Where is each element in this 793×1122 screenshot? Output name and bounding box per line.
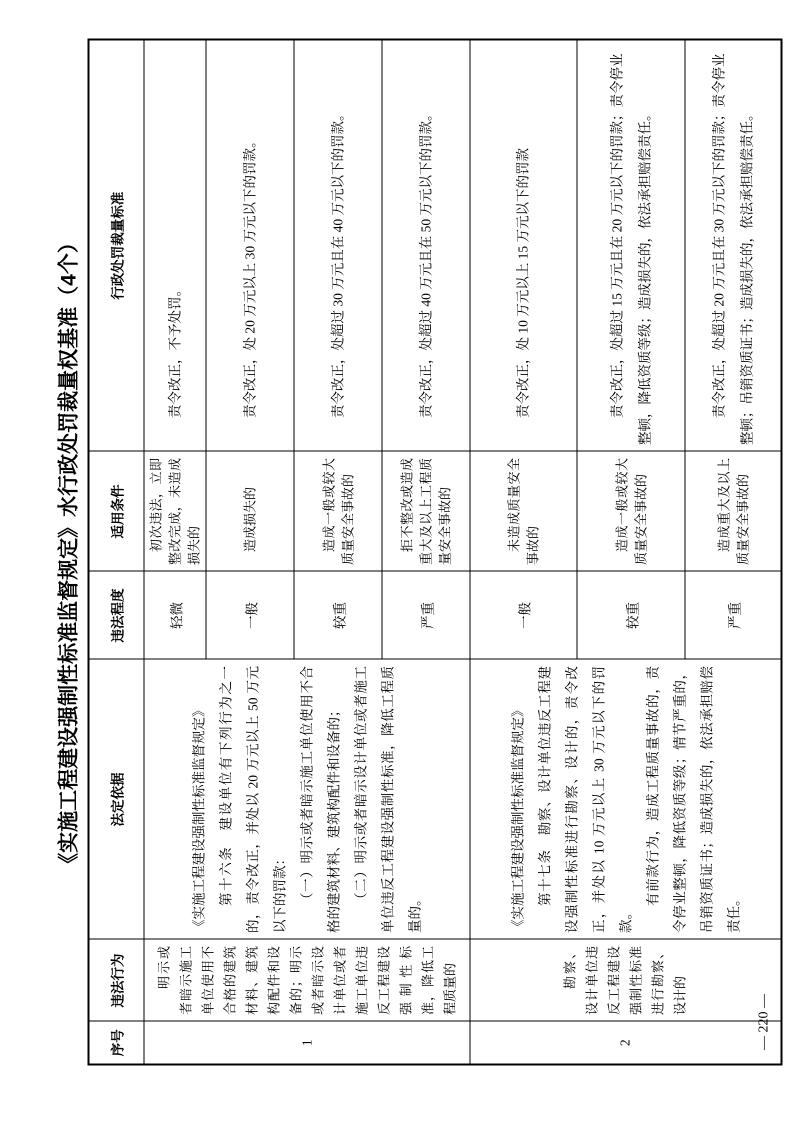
standard-cell <box>206 40 294 452</box>
degree-cell: 严重 <box>382 572 470 660</box>
degree-cell: 较重 <box>294 572 382 660</box>
standard-text: 责令改正，不予处罚。 <box>167 283 182 418</box>
degree-cell: 严重 <box>685 572 782 660</box>
standard-cell <box>382 40 470 452</box>
behavior-cell <box>470 940 782 1022</box>
condition-text: 造成损失的 <box>242 486 258 552</box>
standard-text: 责令改正，处超过 15 万元且在 20 万元以下的罚款；责令停业整顿，降低资质等级；造成损失的，依法承担赔偿责任。 <box>609 53 652 445</box>
standard-cell <box>144 40 206 452</box>
table-row <box>470 40 577 1065</box>
condition-cell <box>294 452 382 572</box>
standard-cell <box>294 40 382 452</box>
behavior-cell <box>144 940 470 1022</box>
legal-basis-line: 《实施工程建设强制性标准监督规定》 <box>191 703 207 933</box>
standard-cell <box>685 40 782 452</box>
standard-cell <box>577 40 685 452</box>
condition-cell <box>577 452 685 572</box>
condition-cell <box>382 452 470 572</box>
column-header-serial: 序号 <box>89 1022 145 1065</box>
standard-text: 责令改正，处超过 30 万元且在 40 万元以下的罚款。 <box>330 107 345 418</box>
document-title: 《实施工程建设强制性标准监督规定》水行政处罚裁量权基准（4个） <box>57 232 81 874</box>
condition-text: 造成一般或较大质量安全事故的 <box>614 458 648 565</box>
legal-basis-cell <box>144 660 470 940</box>
legal-basis-line: 《实施工程建设强制性标准监督规定》 <box>510 703 525 933</box>
standard-text: 责令改正，处超过 40 万元且在 50 万元以下的罚款。 <box>418 107 433 418</box>
degree-cell: 轻微 <box>144 572 206 660</box>
column-header-degree: 违法程度 <box>89 572 145 660</box>
degree-cell: 一般 <box>470 572 577 660</box>
condition-text: 造成一般或较大质量安全事故的 <box>321 458 355 565</box>
legal-basis-cell <box>470 660 782 940</box>
page-number: — 220 — <box>756 994 772 1050</box>
table-row <box>144 40 206 1065</box>
condition-cell <box>470 452 577 572</box>
serial-cell: 1 <box>144 1022 470 1065</box>
degree-cell: 较重 <box>577 572 685 660</box>
condition-cell <box>206 452 294 572</box>
column-header-standard: 行政处罚裁量标准 <box>89 40 145 452</box>
column-header-condition: 适用条件 <box>89 452 145 572</box>
legal-basis-line: 有前款行为，造成工程质量事故的，责令停业整顿，降低资质等级；情节严重的，吊销资质证书；造成损失的，依法承担赔偿责任。 <box>645 666 741 933</box>
legal-basis-line: （二）明示或者暗示设计单位或者施工单位违反工程建设强制性标准，降低工程质量的。 <box>353 666 423 933</box>
serial-cell: 2 <box>470 1022 782 1065</box>
legal-basis-line: 第十六条 建设单位有下列行为之一的，责令改正，并处以 20 万元以上 50 万元以下的罚款： <box>218 666 288 933</box>
condition-cell <box>685 452 782 572</box>
condition-text: 拒不整改或造成重大及以上工程质量安全事故的 <box>399 458 453 565</box>
penalty-table <box>88 39 783 1066</box>
condition-text: 造成重大及以上质量安全事故的 <box>716 458 750 565</box>
standard-cell <box>470 40 577 452</box>
standard-text: 责令改正，处 10 万元以上 15 万元以下的罚款 <box>515 148 531 418</box>
standard-text: 责令改正，处超过 20 万元且在 30 万元以下的罚款；责令停业整顿；吊销资质证书；造成损失的，依法承担赔偿责任。 <box>711 53 754 445</box>
standard-text: 责令改正，处 20 万元以上 30 万元以下的罚款。 <box>242 134 257 418</box>
behavior-text: 明示或者暗示施工单位使用不合格的建筑材料、建筑构配件和设备的；明示或者暗示设计单位或者施工单位违反工程建设强制性标准，降低工程质量的 <box>156 946 457 1015</box>
column-header-legal-basis: 法定依据 <box>89 660 145 940</box>
condition-text: 未造成质量安全事故的 <box>506 458 541 565</box>
degree-cell: 一般 <box>206 572 294 660</box>
behavior-text: 勘察、设计单位违反工程建设强制性标准进行勘察、设计的 <box>562 946 688 1015</box>
header-row <box>89 40 145 1065</box>
legal-basis-line: （一）明示或者暗示施工单位使用不合格的建筑材料、建筑构配件和设备的； <box>299 666 342 933</box>
legal-basis-line: 第十七条 勘察、设计单位违反工程建设强制性标准进行勘察、设计的，责令改正，并处以 10 万元以上 30 万元以下的罚款。 <box>537 666 633 933</box>
column-header-behavior: 违法行为 <box>89 940 145 1022</box>
condition-text: 初次违法，立即整改完成，未造成损失的 <box>148 458 202 565</box>
condition-cell <box>144 452 206 572</box>
rotated-landscape-content <box>56 41 756 1066</box>
